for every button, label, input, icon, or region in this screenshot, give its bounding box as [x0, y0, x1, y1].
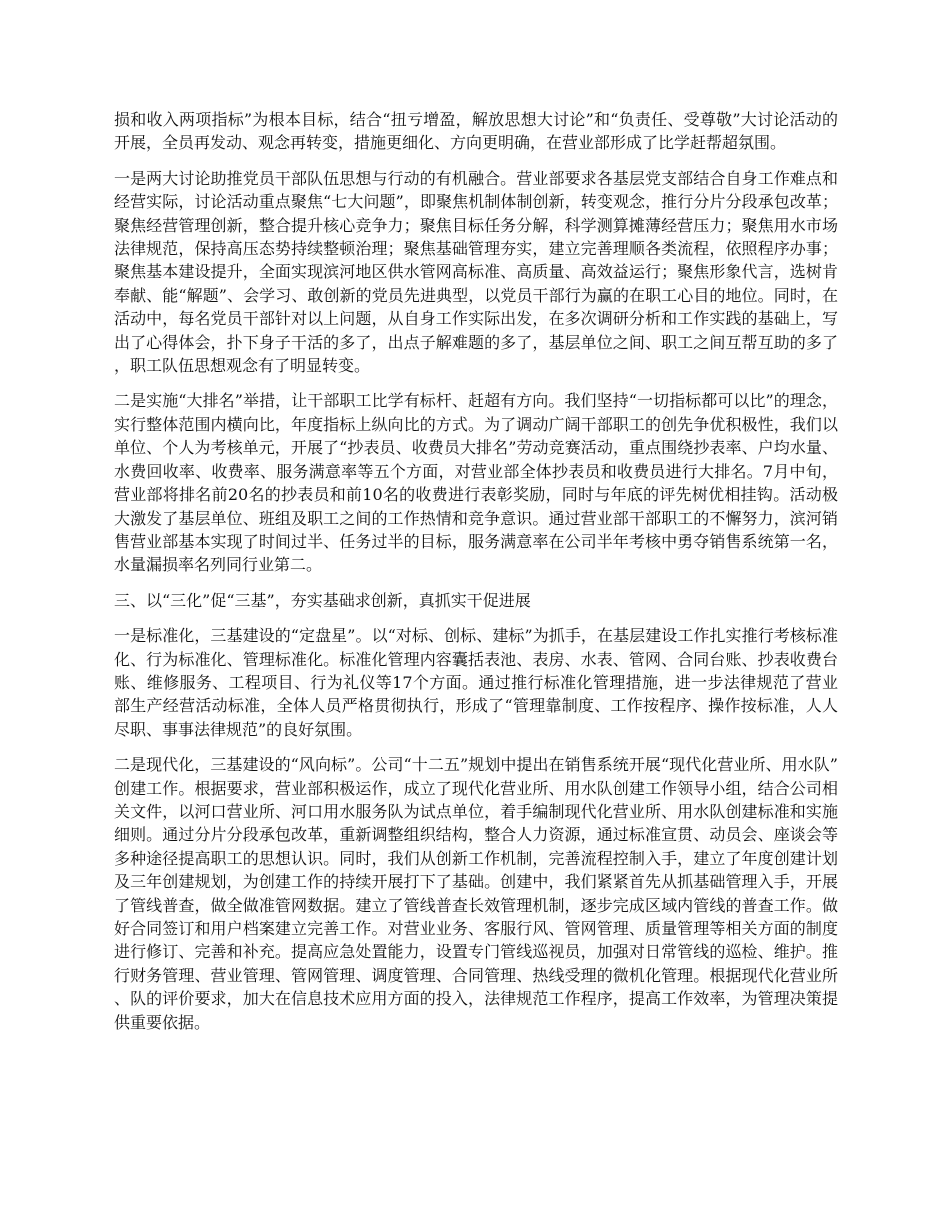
paragraph-ranking: 二是实施“大排名”举措，让干部职工比学有标杆、赶超有方向。我们坚持“一切指标都可以比”的理念，实行整体范围内横向比，年度指标上纵向比的方式。为了调动广阔干部职工的创先争优积极性，我们以单位、个人为考核单元，开展了“抄表员、收费员大排名”劳动竞赛活动，重点围绕抄表率、户均水量、水费回收率、收费率、服务满意率等五个方面，对营业部全体抄表员和收费员进行大排名。7月中旬，营业部将排名前20名的抄表员和前10名的收费进行表彰奖励，同时与年底的评先树优相挂钩。活动极大激发了基层单位、班组及职工之间的工作热情和竞争意识。通过营业部干部职工的不懈努力，滨河销售营业部基本实现了时间过半、任务过半的目标，服务满意率在公司半年考核中勇夺销售系统第一名，水量漏损率名列同行业第二。 — [114, 391, 838, 575]
paragraph-standardization: 一是标准化，三基建设的“定盘星”。以“对标、创标、建标”为抓手，在基层建设工作扎实推行考核标准化、行为标准化、管理标准化。标准化管理内容囊括表池、表房、水表、管网、合同台账、抄表收费台账、维修服务、工程项目、行为礼仪等17个方面。通过推行标准化管理措施，进一步法律规范了营业部生产经营活动标准，全体人员严格贯彻执行，形成了“管理靠制度、工作按程序、操作按标准，人人尽职、事事法律规范”的良好氛围。 — [114, 626, 838, 739]
section-heading: 三、以“三化”促“三基”，夯实基础求创新，真抓实干促进展 — [114, 590, 531, 610]
document-body — [114, 108, 838, 1046]
paragraph-discussion: 一是两大讨论助推党员干部队伍思想与行动的有机融合。营业部要求各基层党支部结合自身工作难点和经营实际，讨论活动重点聚焦“七大问题”，即聚焦机制体制创新，转变观念，推行分片分段承包改革；聚焦经营管理创新，整合提升核心竞争力；聚焦目标任务分解，科学测算摊薄经营压力；聚焦用水市场法律规范，保持高压态势持续整顿治理；聚焦基础管理夯实，建立完善理顺各类流程，依照程序办事；聚焦基本建设提升，全面实现滨河地区供水管网高标准、高质量、高效益运行；聚焦形象代言，选树肯奉献、能“解题”、会学习、敢创新的党员先进典型，以党员干部行为赢的在职工心目的地位。同时，在活动中，每名党员干部针对以上问题，从自身工作实际出发，在多次调研分析和工作实践的基础上，写出了心得体会，扑下身子干活的多了，出点子解难题的多了，基层单位之间、职工之间互帮互助的多了，职工队伍思想观念有了明显转变。 — [114, 168, 838, 376]
paragraph-modernization: 二是现代化，三基建设的“风向标”。公司“十二五”规划中提出在销售系统开展“现代化营业所、用水队”创建工作。根据要求，营业部积极运作，成立了现代化营业所、用水队创建工作领导小组，结合公司相关文件，以河口营业所、河口用水服务队为试点单位，着手编制现代化营业所、用水队创建标准和实施细则。通过分片分段承包改革，重新调整组织结构，整合人力资源，通过标准宣贯、动员会、座谈会等多种途径提高职工的思想认识。同时，我们从创新工作机制，完善流程控制入手，建立了年度创建计划及三年创建规划，为创建工作的持续开展打下了基础。创建中，我们紧紧首先从抓基础管理入手，开展了管线普查，做全做准管网数据。建立了管线普查长效管理机制，逐步完成区域内管线的普查工作。做好合同签订和用户档案建立完善工作。对营业业务、客服行风、管网管理、质量管理等相关方面的制度进行修订、完善和补充。提高应急处置能力，设置专门管线巡视员，加强对日常管线的巡检、维护。推行财务管理、营业管理、管网管理、调度管理、合同管理、热线受理的微机化管理。根据现代化营业所、队的评价要求，加大在信息技术应用方面的投入，法律规范工作程序，提高工作效率，为管理决策提供重要依据。 — [114, 755, 838, 1032]
paragraph-intro: 损和收入两项指标”为根本目标，结合“扭亏增盈，解放思想大讨论”和“负责任、受尊敬”大讨论活动的开展，全员再发动、观念再转变，措施更细化、方向更明确，在营业部形成了比学赶帮超氛围。 — [114, 110, 838, 153]
